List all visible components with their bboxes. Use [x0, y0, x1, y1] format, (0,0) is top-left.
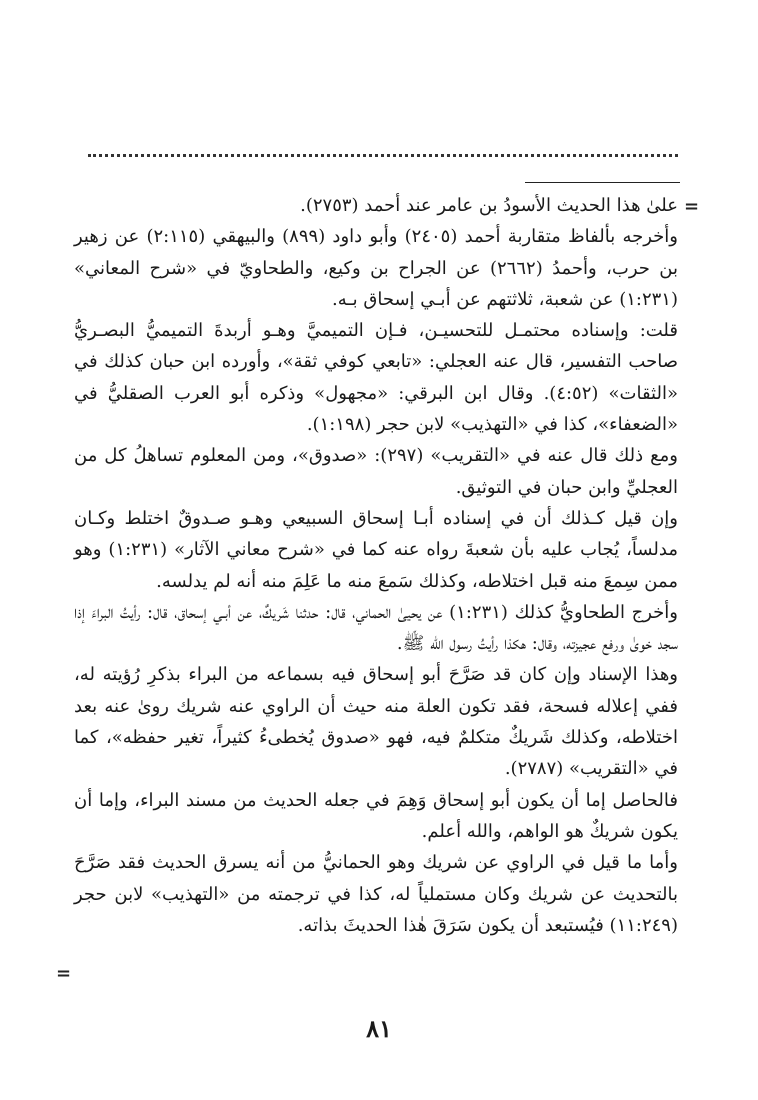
paragraph: فالحاصل إما أن يكون أبو إسحاق وَهِمَ في جعله الحديث من مسند البراء، وإما أن يكون شريكٌ هو الواهم، والله أعلم. — [74, 789, 678, 842]
paragraph: وإن قيل كـذلك أن في إسناده أبـا إسحاق السبيعي وهـو صـدوقٌ اختلط وكـان مدلساً، يُجاب عليه بأن شعبةَ رواه عنه كما في «شرح معاني الآثار» (١:٢٣١) وهو ممن سِمعَ منه قبل اختلاطه، وكذلك سَمعَ منه ما عَلِمَ منه أنه لم يدلسه. — [74, 507, 678, 592]
continuation-mark-top: = — [684, 196, 700, 217]
footnote-rule — [525, 182, 680, 183]
paragraph: وأما ما قيل في الراوي عن شريك وهو الحمانيُّ من أنه يسرق الحديث فقد صَرَّحَ بالتحديث عن شريك وكان مستملياً له، كذا في ترجمته من «التهذيب» لابن حجر (١١:٢٤٩) فيُستبعد أن يكون سَرَقَ هٰذا الحديثَ بذاته. — [74, 852, 678, 936]
paragraph: وأخرج الطحاويُّ كذلك (١:٢٣١) عن يحيىٰ الحماني، قال: حدثنا شَريكٌ، عن أبـي إسحاق، قال: رأيتُ البراءَ إذا سجد خوىٰ ورفع عجيزته، وقال: هكذا رأيتُ رسول الله ﷺ. — [74, 601, 678, 655]
paragraph: وأخرجه بألفاظ متقاربة أحمد (٢٤٠٥) وأبو داود (٨٩٩) والبيهقي (٢:١١٥) عن زهير بن حرب، وأحمدُ (٢٦٦٢) عن الجراح بن وكيع، والطحاويّ في «شرح المعاني» (١:٢٣١) عن شعبة، ثلاثتهم عن أبـي إسحاق بـه. — [74, 226, 679, 310]
dotted-separator — [88, 154, 678, 157]
paragraph: قلت: وإسناده محتمـل للتحسيـن، فـإن التميميَّ وهـو أربدةَ التميميُّ البصـريُّ صاحب التفسير، قال عنه العجلي: «تابعي كوفي ثقة»، وأورده ابن حبان كذلك في «الثقات» (٤:٥٢). وقال ابن البرقي: «مجهول» وذكره أبو العرب الصقليُّ في «الضعفاء»، كذا في «التهذيب» لابن حجر (١:١٩٨). — [74, 320, 678, 436]
paragraph: وهذا الإسناد وإن كان قد صَرَّحَ أبو إسحاق فيه بسماعه من البراء بذكرِ رُؤيته له، ففي إعلاله فسحة، فقد تكون العلة منه حيث أن الراوي عنه شريك روىٰ عنه بعد اختلاطه، وكذلك شَريكٌ متكلمٌ فيه، فهو «صدوق يُخطىءُ كثيراً، تغير حفظه»، كما في «التقريب» (٢٧٨٧). — [74, 664, 678, 780]
page-number: ٨١ — [366, 1014, 392, 1043]
continuation-mark-bottom: = — [56, 963, 72, 984]
paragraph: علىٰ هذا الحديث الأسودُ بن عامر عند أحمد (٢٧٥٣). — [300, 195, 678, 216]
footnote-body — [74, 190, 678, 941]
paragraph: ومع ذلك قال عنه في «التقريب» (٢٩٧): «صدوق»، ومن المعلوم تساهلُ كل من العجليِّ وابن حبان في التوثيق. — [74, 445, 678, 498]
